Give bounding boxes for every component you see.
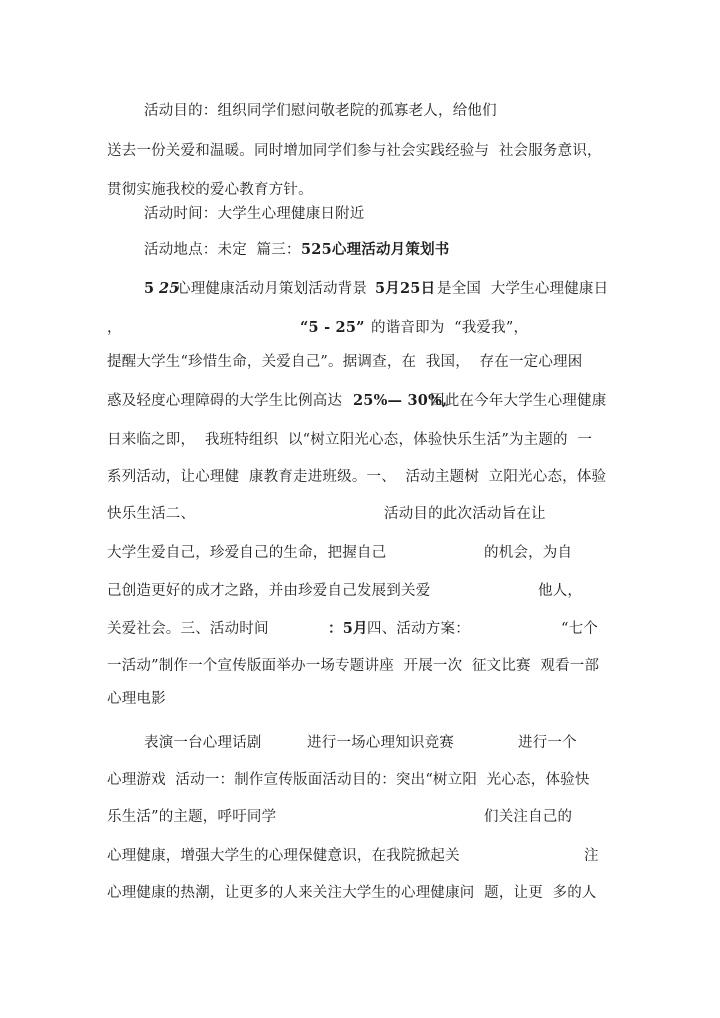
text-line: 5: [144, 280, 155, 297]
text-line: 活动目的：组织同学们慰问敬老院的孤寡老人，给他们: [144, 103, 497, 119]
text-line: 活动地点：未定 篇三：: [144, 242, 301, 258]
text-line: 是全国 大学生心理健康日: [437, 281, 609, 297]
text-line: 贯彻实施我校的爱心教育方针。: [107, 182, 313, 198]
text-line: 大学生爱自己，珍爱自己的生命，把握自己: [107, 545, 387, 561]
text-line: 乐生活”的主题，呼吁同学: [107, 809, 277, 825]
text-line: 心理健康活动月策划活动背景: [176, 281, 368, 297]
text-line: ，: [107, 320, 122, 336]
text-line: “七个: [561, 621, 599, 637]
text-line: 提醒大学生“珍惜生命，关爱自己”。据调查，在 我国， 存在一定心理困: [107, 354, 583, 370]
text-line: 惑及轻度心理障碍的大学生比例高达: [107, 393, 343, 409]
text-line: 25%— 30%,: [353, 392, 448, 409]
text-line: 心理健康，增强大学生的心理保健意识，在我院掀起关: [107, 848, 460, 864]
text-line: 日来临之即， 我班特组织 以“树立阳光心态，体验快乐生活”为主题的 一: [107, 432, 593, 448]
text-line: 活动目的此次活动旨在让: [384, 506, 546, 522]
text-line: 一活动”制作一个宣传版面举办一场专题讲座 开展一次 征文比赛 观看一部: [107, 658, 600, 674]
text-line: 四、活动方案：: [367, 621, 470, 637]
text-line: 的机会，为自: [484, 545, 573, 561]
text-line: 因此在今年大学生心理健康: [430, 393, 607, 409]
text-line: 进行一个: [518, 735, 577, 751]
text-line: 送去一份关爱和温暖。同时增加同学们参与社会实践经验与 社会服务意识，: [107, 143, 602, 159]
text-line: 他人，: [538, 583, 583, 599]
text-line: 系列活动，让心理健 康教育走进班级。一、 活动主题树 立阳光心态，体验: [107, 469, 607, 485]
text-line: 们关注自己的: [484, 809, 573, 825]
text-line: 己创造更好的成才之路，并由珍爱自己发展到关爱: [107, 583, 431, 599]
text-line: 心理健康的热潮，让更多的人来关注大学生的心理健康问 题，让更 多的人: [107, 885, 597, 901]
text-line: 关爱社会。三、活动时间: [107, 621, 269, 637]
text-line: 的谐音即为 “我爱我”，: [371, 320, 529, 336]
text-line: 进行一场心理知识竞赛: [307, 735, 454, 751]
text-line: ：5月: [328, 620, 368, 637]
text-line: 25: [159, 280, 180, 297]
text-line: “5 - 25”: [300, 319, 365, 336]
text-line: 心理电影: [107, 691, 166, 707]
text-line: 注: [584, 848, 599, 864]
text-line: 心理游戏 活动一：制作宣传版面活动目的：突出“树立阳 光心态，体验快: [107, 772, 590, 788]
text-line: 活动时间：大学生心理健康日附近: [144, 206, 365, 222]
text-line: 5月25日: [375, 280, 436, 297]
text-line: 快乐生活二、: [107, 506, 196, 522]
text-line: 表演一台心理话剧: [144, 735, 262, 751]
section-title: 525心理活动月策划书: [301, 241, 450, 258]
